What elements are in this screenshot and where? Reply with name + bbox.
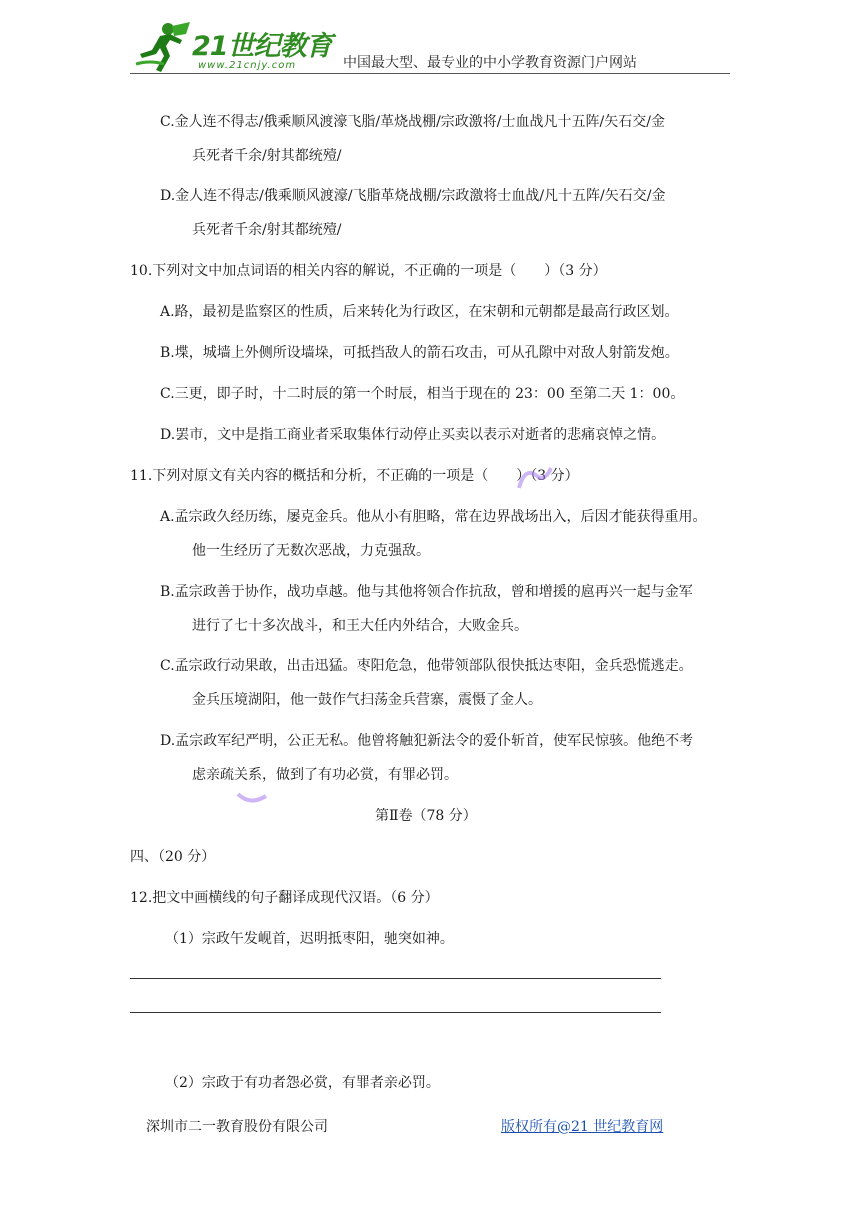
site-logo[interactable] (130, 20, 335, 74)
q9-option-d-cont: 兵死者千余/射其都统殪/ (192, 222, 342, 238)
page-header (130, 20, 730, 76)
logo-title: 21世纪教育 (192, 31, 332, 62)
q12-stem: 12.把文中画横线的句子翻译成现代汉语。（6 分） (130, 890, 439, 906)
q11-option-d: D.孟宗政军纪严明，公正无私。他曾将触犯新法令的爱仆斩首，使军民惊骇。他绝不考 (160, 733, 694, 749)
answer-line (130, 1012, 661, 1013)
q11-option-c: C.孟宗政行动果敢，出击迅猛。枣阳危急，他带领部队很快抵达枣阳，金兵恐慌逃走。 (160, 658, 693, 674)
q11-option-c-cont: 金兵压境湖阳，他一鼓作气扫荡金兵营寨，震慑了金人。 (192, 692, 542, 708)
runner-logo-icon (130, 20, 192, 74)
q9-option-d: D.金人连不得志/俄乘顺风渡濠/飞脂革烧战棚/宗政激将士血战/凡十五阵/矢石交/金 (160, 188, 666, 204)
watermark-mark (236, 784, 276, 804)
q11-stem: 11.下列对原文有关内容的概括和分析，不正确的一项是（ ）（3 分） (130, 468, 579, 484)
q11-option-a-cont: 他一生经历了无数次恶战，力克强敌。 (192, 543, 430, 559)
q10-stem: 10.下列对文中加点词语的相关内容的解说，不正确的一项是（ ）（3 分） (130, 263, 607, 279)
q9-option-c: C.金人连不得志/俄乘顺风渡濠飞脂/革烧战棚/宗政激将/士血战凡十五阵/矢石交/金 (160, 114, 665, 130)
footer-company: 深圳市二一教育股份有限公司 (146, 1119, 328, 1135)
q10-option-d: D.罢市，文中是指工商业者采取集体行动停止买卖以表示对逝者的悲痛哀悼之情。 (160, 427, 666, 443)
q11-option-b-cont: 进行了七十多次战斗，和王大任内外结合，大败金兵。 (192, 618, 528, 634)
watermark-mark (515, 462, 555, 492)
q11-option-d-cont: 虑亲疏关系，做到了有功必赏，有罪必罚。 (192, 767, 458, 783)
q10-option-c: C.三更，即子时，十二时辰的第一个时辰，相当于现在的 23：00 至第二天 1：00。 (160, 386, 685, 402)
q9-option-c-cont: 兵死者千余/射其都统殪/ (192, 148, 342, 164)
q12-sub2: （2）宗政于有功者怨必赏，有罪者亲必罚。 (165, 1075, 440, 1091)
footer-copyright-link[interactable]: 版权所有@21 世纪教育网 (501, 1119, 664, 1135)
q11-option-b: B.孟宗政善于协作，战功卓越。他与其他将领合作抗敌，曾和增援的扈再兴一起与金军 (160, 584, 693, 600)
part2-title: 第Ⅱ卷（78 分） (375, 808, 477, 824)
q11-option-a: A.孟宗政久经历练，屡克金兵。他从小有胆略，常在边界战场出入，后因才能获得重用。 (160, 509, 707, 525)
q10-option-b: B.堞，城墙上外侧所设墙垛，可抵挡敌人的箭石攻击，可从孔隙中对敌人射箭发炮。 (160, 345, 679, 361)
header-divider (130, 73, 730, 74)
section4-heading: 四、（20 分） (130, 849, 216, 865)
q10-option-a: A.路，最初是监察区的性质，后来转化为行政区，在宋朝和元朝都是最高行政区划。 (160, 304, 679, 320)
answer-line (130, 978, 661, 979)
logo-url: www.21cnjy.com (198, 60, 297, 71)
q12-sub1: （1）宗政午发岘首，迟明抵枣阳，驰突如神。 (165, 931, 454, 947)
site-slogan: 中国最大型、最专业的中小学教育资源门户网站 (343, 55, 637, 71)
